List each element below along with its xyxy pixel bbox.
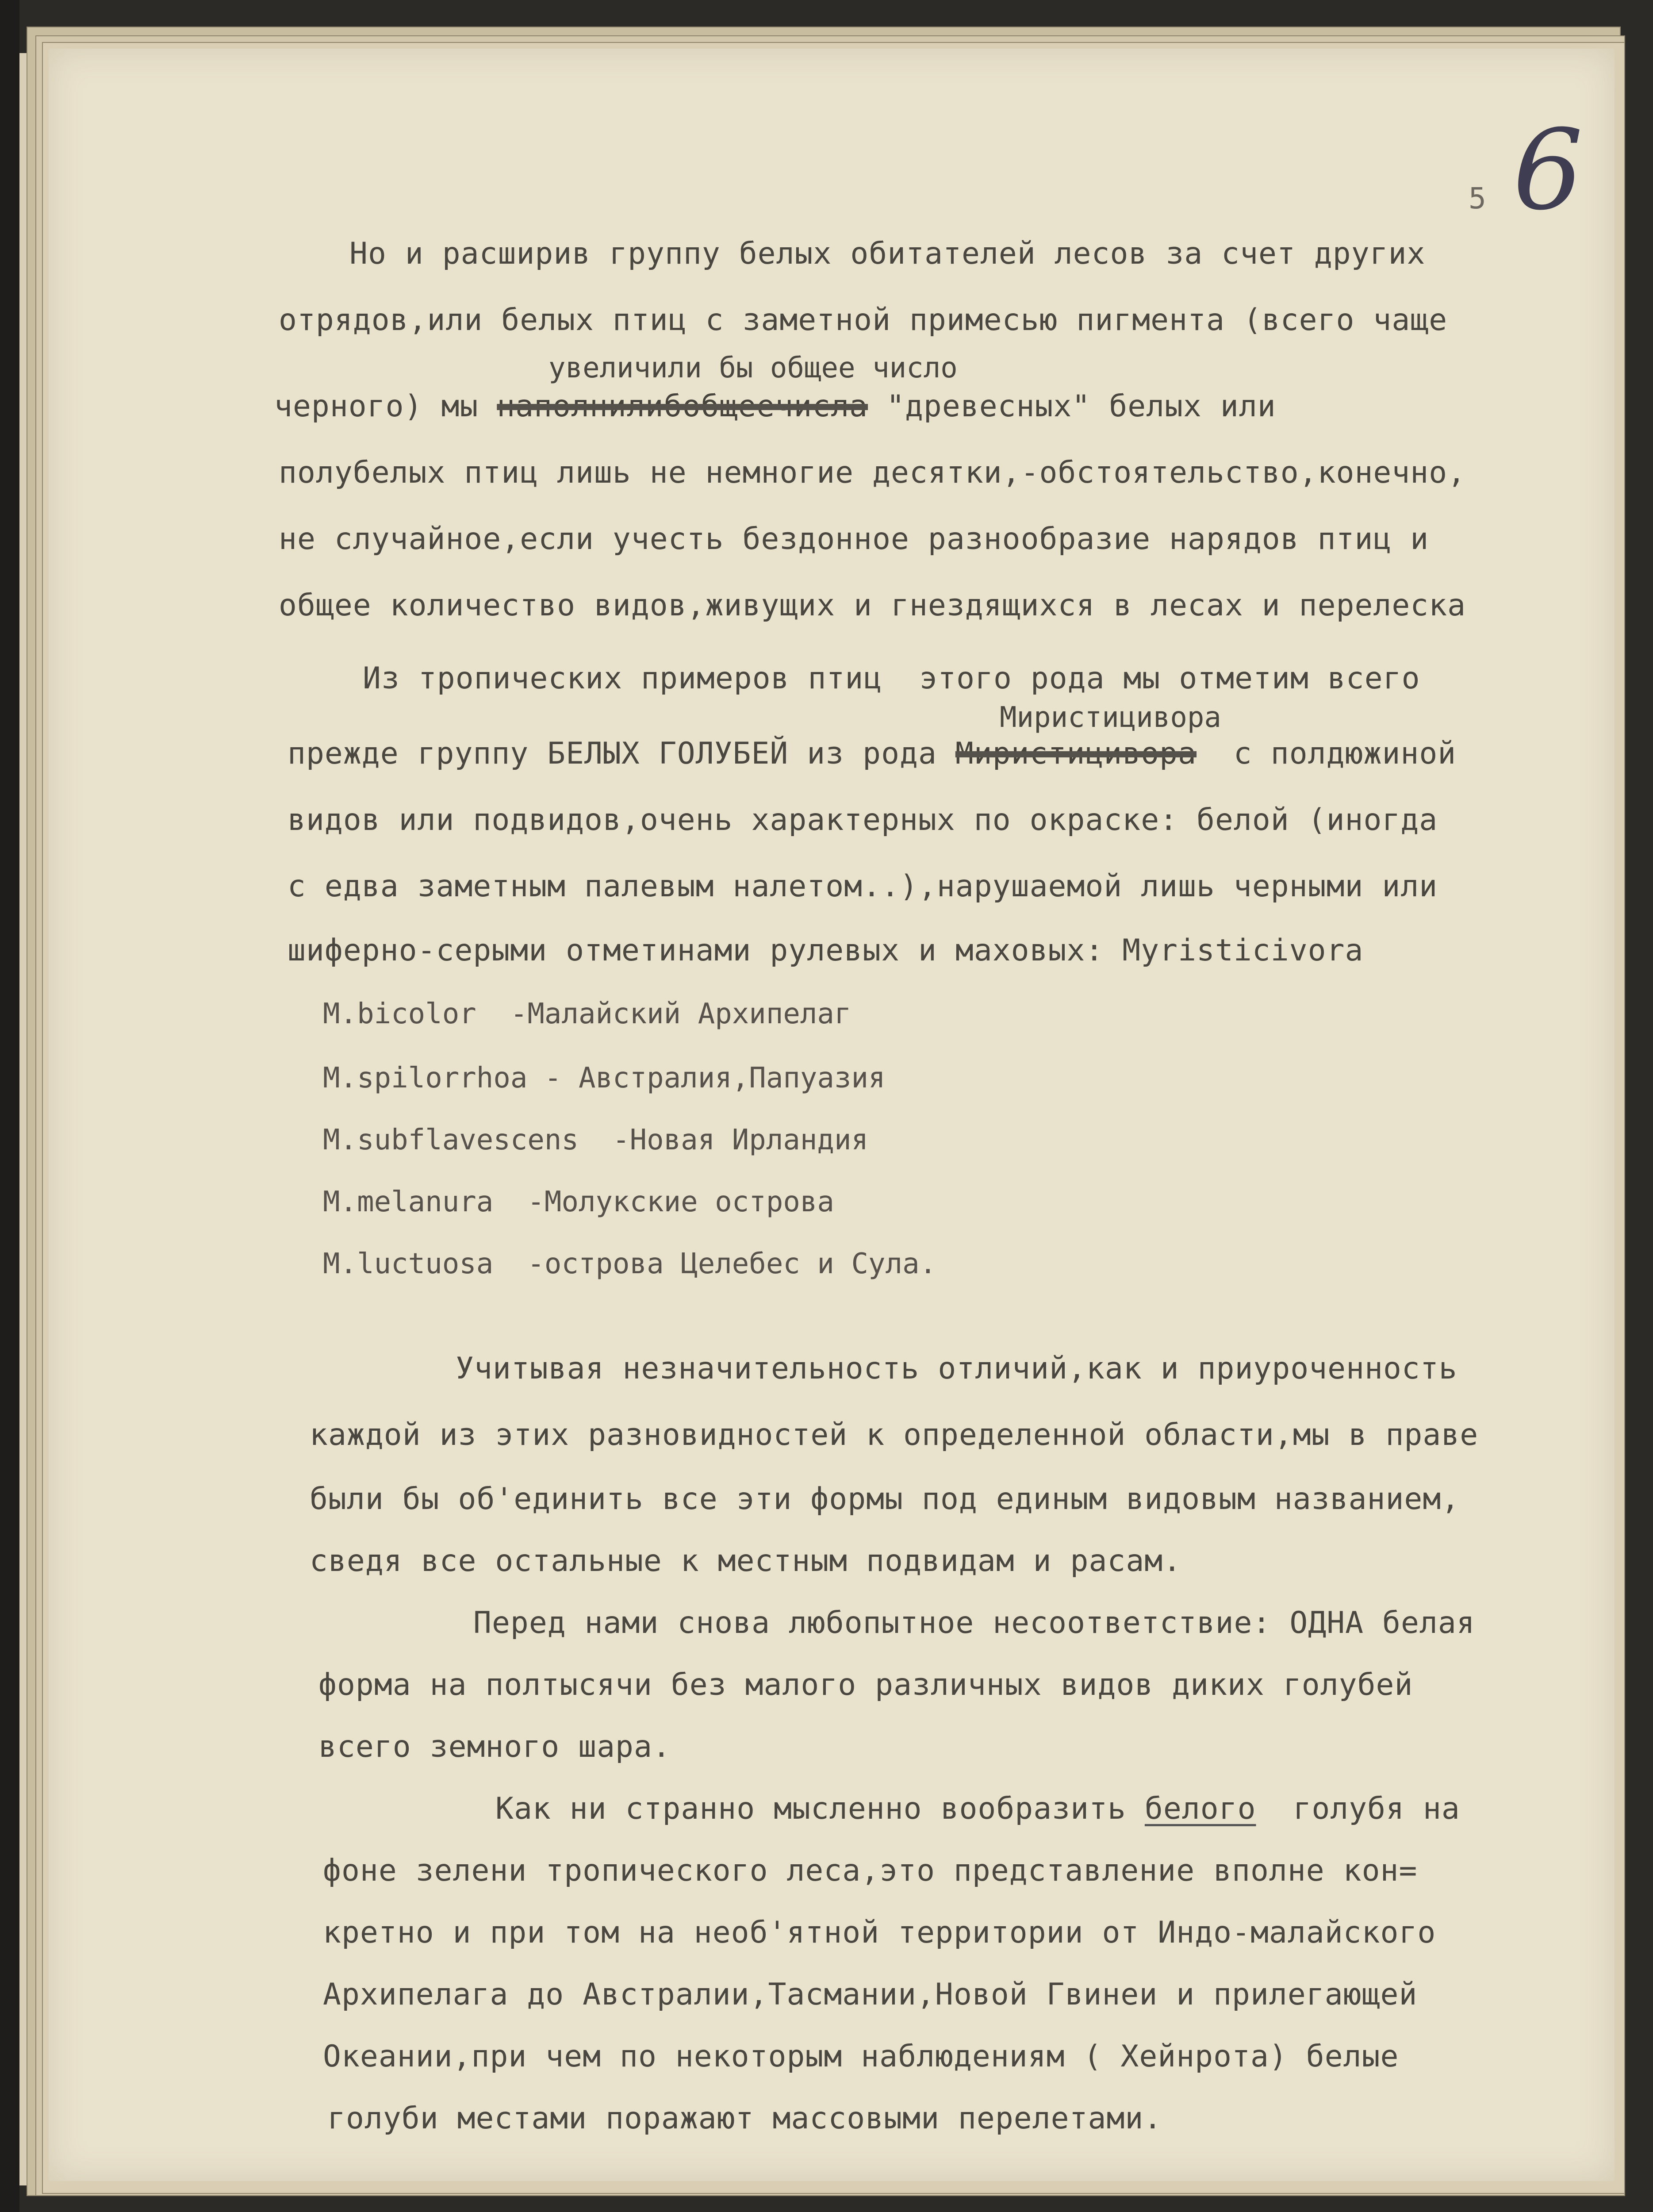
- paragraph-5-line-1: [495, 1791, 1460, 1826]
- paragraph-2-line-4: с едва заметным палевым налетом..),нарушаемой лишь черными или: [288, 869, 1438, 904]
- paragraph-4-line-3: всего земного шара.: [318, 1729, 671, 1764]
- paragraph-4-line-2: форма на полтысячи без малого различных видов диких голубей: [318, 1667, 1413, 1702]
- species-row: [323, 1188, 834, 1216]
- species-row: [323, 1000, 851, 1028]
- paragraph-4-line-1: Перед нами снова любопытное несоответствие: ОДНА белая: [473, 1605, 1475, 1640]
- text-segment: с полдюжиной: [1197, 736, 1457, 771]
- paragraph-3-line-2: каждой из этих разновидностей к определенной области,мы в праве: [310, 1417, 1479, 1452]
- paragraph-2-insertion: Миристицивора: [1000, 701, 1221, 734]
- paragraph-2-line-5: [288, 933, 1364, 968]
- paragraph-2-line-1: Из тропических примеров птиц этого рода мы отметим всего: [363, 661, 1420, 696]
- species-name: M.luctuosa: [323, 1248, 528, 1280]
- paragraph-5-line-2: фоне зелени тропического леса,это представление вполне кон=: [323, 1853, 1418, 1888]
- species-name: M.melanura: [323, 1186, 528, 1218]
- paragraph-2-line-2: [288, 736, 1457, 771]
- paragraph-1-line-3: [274, 389, 1276, 424]
- paragraph-1-line-4: полубелых птиц лишь не немногие десятки,-обстоятельство,конечно,: [279, 455, 1466, 490]
- paragraph-3-line-1: Учитывая незначительность отличий,как и приуроченность: [456, 1351, 1457, 1386]
- species-name: M.spilorrhoa: [323, 1062, 528, 1094]
- paragraph-1-line-6: общее количество видов,живущих и гнездящихся в лесах и перелеска: [279, 588, 1466, 623]
- page-number: 5: [1469, 181, 1486, 215]
- species-range: -Молукские острова: [527, 1186, 834, 1218]
- binding-shadow: [0, 0, 19, 2212]
- paragraph-5-line-5: Океании,при чем по некоторым наблюдениям ( Хейнрота) белые: [323, 2039, 1399, 2074]
- struck-out-text: Миристицивора: [955, 736, 1197, 771]
- species-row: [323, 1126, 868, 1154]
- underlined-word: белого: [1144, 1791, 1256, 1826]
- handwritten-page-number: 6: [1513, 106, 1584, 234]
- species-range: - Австралия,Папуазия: [527, 1062, 886, 1094]
- species-name: M.bicolor: [323, 998, 510, 1030]
- text-segment: черного) мы: [274, 389, 497, 424]
- species-name: M.subflavescens: [323, 1124, 579, 1156]
- paragraph-5-line-6: голуби местами поражают массовыми перелетами.: [327, 2101, 1162, 2136]
- struck-out-text: наполнилибобщеечисла: [497, 389, 868, 424]
- paragraph-1-insertion: увеличили бы общее число: [548, 352, 958, 384]
- paragraph-5-line-3: кретно и при том на необ'ятной территории от Индо-малайского: [323, 1915, 1436, 1950]
- text-segment: прежде группу БЕЛЫХ ГОЛУБЕЙ из рода: [288, 736, 955, 771]
- text-segment: голубя на: [1256, 1791, 1460, 1826]
- paragraph-3-line-3: были бы об'единить все эти формы под единым видовым названием,: [310, 1482, 1460, 1517]
- species-row: [323, 1064, 886, 1092]
- genus-name: Myristicivora: [1104, 933, 1364, 968]
- paragraph-2-line-3: видов или подвидов,очень характерных по окраске: белой (иногда: [288, 803, 1438, 837]
- species-row: [323, 1250, 936, 1278]
- text-segment: "древесных" белых или: [868, 389, 1276, 424]
- typewritten-page: [49, 49, 1615, 2181]
- species-range: -Новая Ирландия: [578, 1124, 868, 1156]
- paragraph-1-line-5: не случайное,если учесть бездонное разнообразие нарядов птиц и: [279, 522, 1429, 557]
- species-range: -острова Целебес и Сула.: [527, 1248, 937, 1280]
- paragraph-3-line-4: сведя все остальные к местным подвидам и расам.: [310, 1544, 1182, 1578]
- paragraph-5-line-4: Архипелага до Австралии,Тасмании,Новой Гвинеи и прилегающей: [323, 1977, 1418, 2012]
- paragraph-1-line-2: отрядов,или белых птиц с заметной примесью пигмента (всего чаще: [279, 303, 1448, 338]
- species-range: -Малайский Архипелаг: [510, 998, 851, 1030]
- text-segment: шиферно-серыми отметинами рулевых и маховых:: [288, 933, 1104, 968]
- paragraph-1-line-1: Но и расширив группу белых обитателей лесов за счет других: [349, 236, 1426, 271]
- text-segment: Как ни странно мысленно вообразить: [495, 1791, 1145, 1826]
